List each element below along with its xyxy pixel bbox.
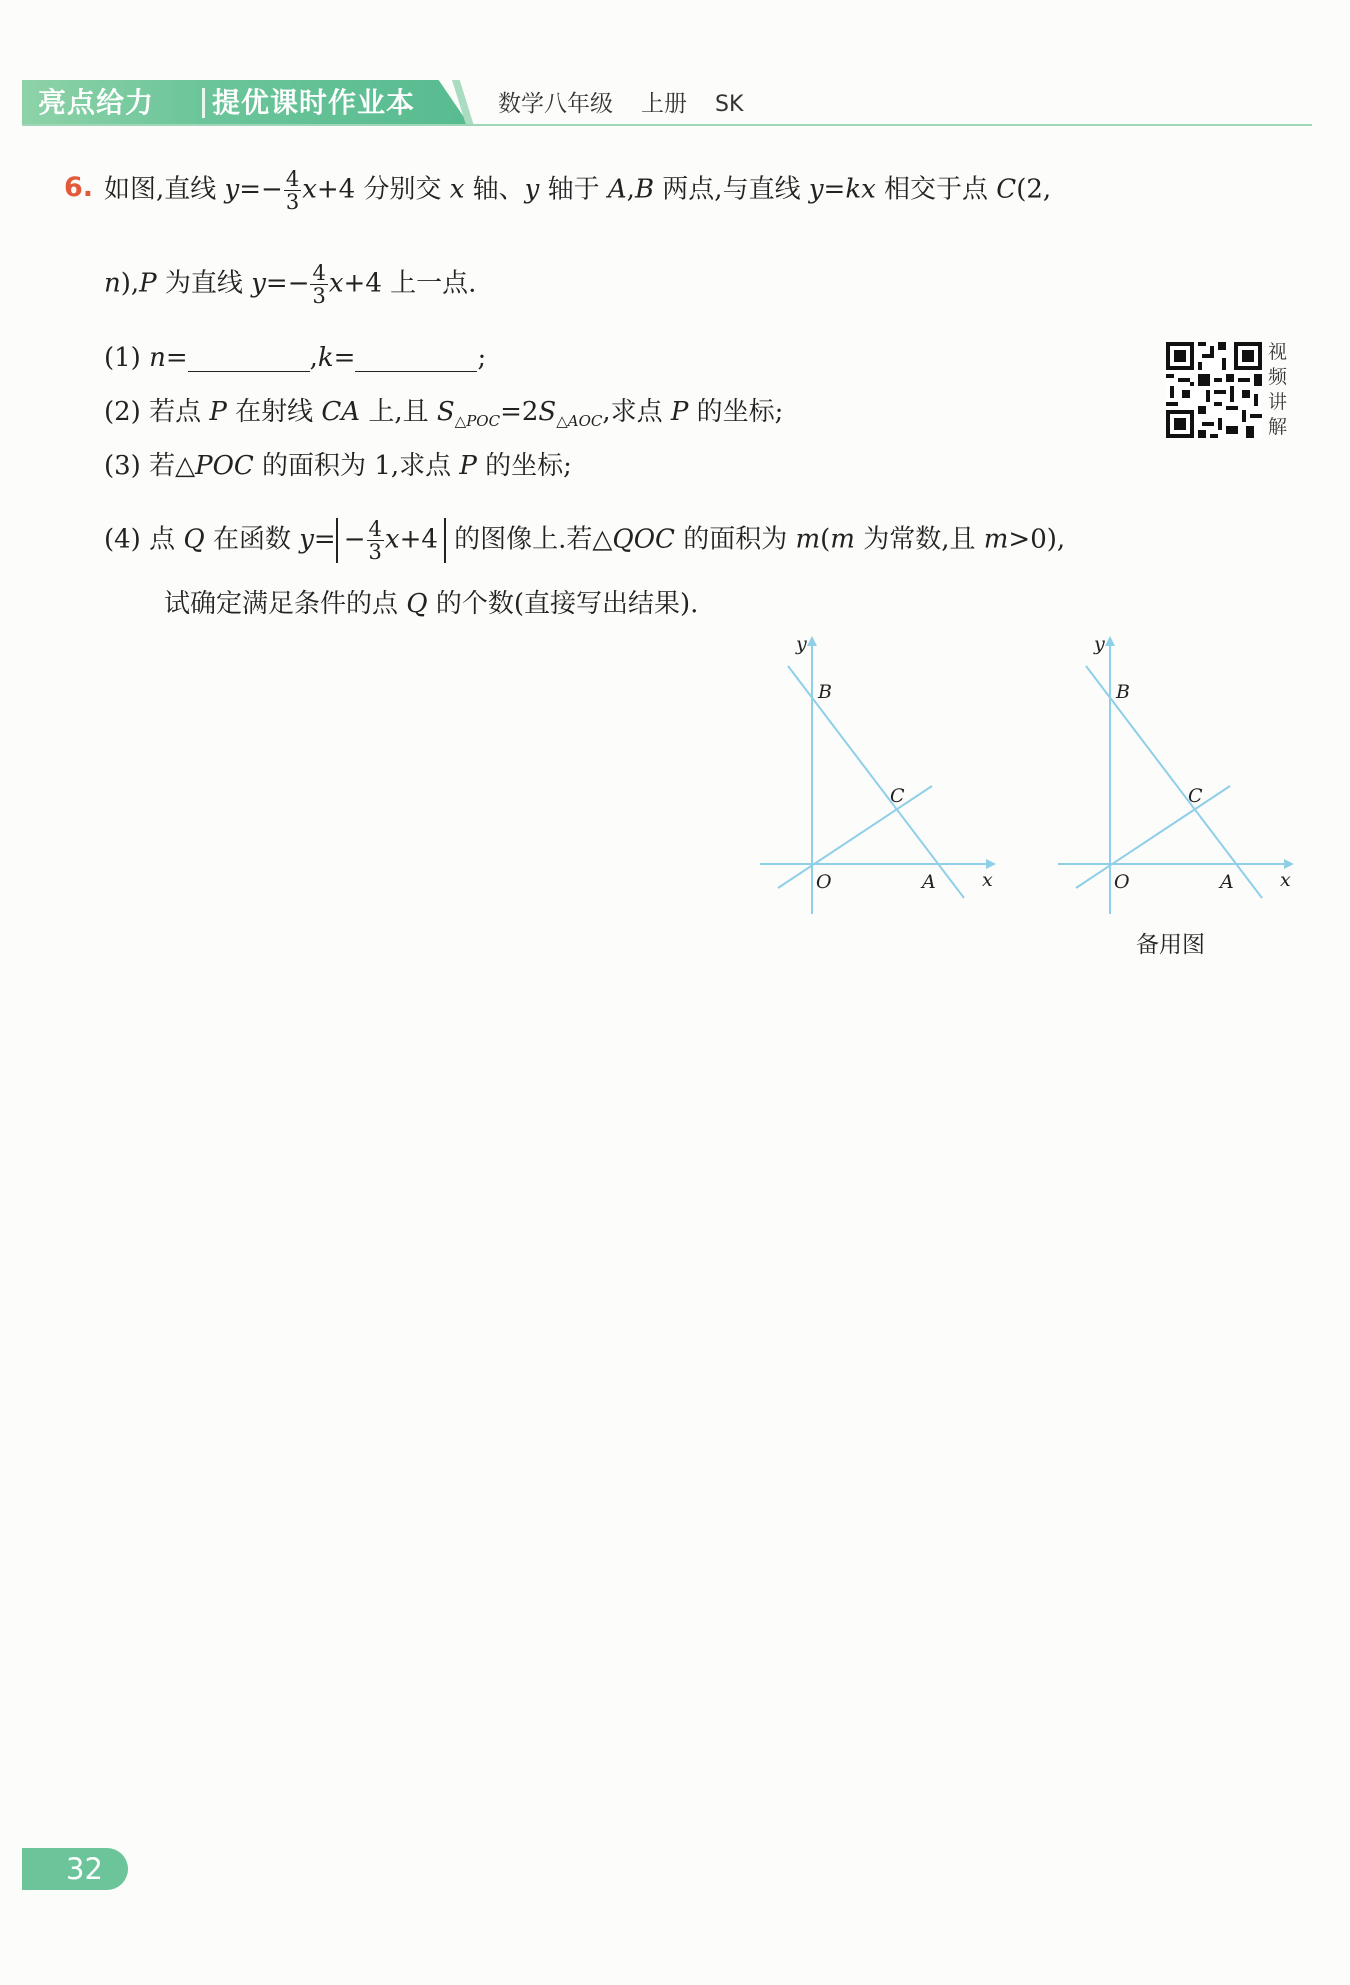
triangle-QOC: QOC xyxy=(612,524,675,555)
var-y: y xyxy=(251,268,266,299)
point-P: P xyxy=(459,451,477,481)
part-label: (4) 点 xyxy=(104,524,184,555)
figure-caption: 备用图 xyxy=(1136,932,1205,958)
series-title: 亮点给力 xyxy=(38,86,155,119)
figure-main xyxy=(756,636,1002,922)
point-P: P xyxy=(670,397,689,427)
var-y: y xyxy=(299,524,314,555)
frac-denominator: 3 xyxy=(312,284,326,308)
qr-code-icon[interactable] xyxy=(1166,342,1262,438)
plus-4: +4 xyxy=(343,268,382,299)
header-rule xyxy=(22,124,1312,126)
label-O: O xyxy=(816,871,832,893)
equals-2: =2 xyxy=(500,397,539,427)
var-x: x xyxy=(328,268,344,299)
coord-open: (2, xyxy=(1016,174,1052,205)
semicolon: ; xyxy=(477,343,487,373)
equals: = xyxy=(333,343,356,373)
stem-text: 在函数 xyxy=(204,524,300,555)
line-oc xyxy=(1076,786,1230,888)
stem-text: 轴、 xyxy=(464,174,525,205)
ray-CA: CA xyxy=(321,397,361,427)
var-x: x xyxy=(302,174,317,205)
var-k: k xyxy=(317,343,334,373)
part-3 xyxy=(104,448,572,484)
point-P: P xyxy=(209,397,227,427)
line-oc xyxy=(778,786,932,888)
point-B: B xyxy=(634,174,655,205)
stem-text: 为直线 xyxy=(156,268,252,299)
frac-denominator: 3 xyxy=(285,190,300,214)
label-y: y xyxy=(796,636,807,655)
fraction-4-3 xyxy=(367,518,384,563)
absolute-value-expression: − $\frac{4}{3}$ x+4 xyxy=(336,518,446,563)
qr-caption-char: 视 xyxy=(1268,341,1288,363)
equals: = xyxy=(165,343,188,373)
banner-divider xyxy=(202,88,205,118)
part-label: (2) 若点 xyxy=(104,397,210,427)
coord-close: ), xyxy=(120,268,140,299)
part-2 xyxy=(104,394,783,439)
var-y: y xyxy=(224,174,240,205)
fraction-4-3 xyxy=(310,262,327,307)
equals-minus: =− xyxy=(239,174,283,205)
equation-y-kx: y=kx xyxy=(808,174,876,205)
point-Q: Q xyxy=(183,524,205,555)
var-m: m xyxy=(983,524,1009,555)
question-number: 6. xyxy=(64,172,94,203)
x-axis-arrow xyxy=(1284,859,1294,869)
stem-text: 上一点. xyxy=(381,268,477,299)
frac-numerator: 4 xyxy=(368,517,382,541)
label-B: B xyxy=(1116,681,1130,703)
comma: , xyxy=(626,174,635,205)
var-m: m xyxy=(830,524,855,555)
part-1 xyxy=(104,340,486,376)
label-C: C xyxy=(890,785,905,807)
label-O: O xyxy=(1114,871,1130,893)
stem-text: 的图像上.若△ xyxy=(445,524,613,555)
stem-text: 为常数,且 xyxy=(854,524,984,555)
qr-caption-char: 频 xyxy=(1268,366,1288,388)
var-n: n xyxy=(149,343,166,373)
stem-text: 两点,与直线 xyxy=(654,174,809,205)
var-y: y xyxy=(524,174,540,205)
question-stem-line-2 xyxy=(104,262,476,307)
page-number: 32 xyxy=(66,1852,103,1886)
label-x: x xyxy=(982,869,993,891)
label-x: x xyxy=(1280,869,1291,891)
part-4 xyxy=(104,518,1065,563)
answer-blank-k[interactable] xyxy=(355,347,477,372)
var-x: x xyxy=(384,524,400,555)
var-n: n xyxy=(104,268,121,299)
label-y: y xyxy=(1094,636,1105,655)
part-label: (1) xyxy=(104,343,150,373)
stem-text: 分别交 xyxy=(355,174,450,205)
frac-numerator: 4 xyxy=(312,261,326,285)
label-A: A xyxy=(922,871,936,893)
label-C: C xyxy=(1188,785,1203,807)
subject-label: 数学八年级 xyxy=(498,91,613,117)
stem-text: 的面积为 1,求点 xyxy=(253,451,460,481)
part-label: (3) 若△ xyxy=(104,451,196,481)
figure-spare xyxy=(1054,636,1300,922)
stem-text: >0), xyxy=(1008,524,1066,555)
book-title: 提优课时作业本 xyxy=(212,86,416,119)
var-x: x xyxy=(449,174,465,205)
frac-denominator: 3 xyxy=(368,540,382,564)
paren-open: ( xyxy=(820,524,831,555)
area-S: S xyxy=(436,397,455,427)
stem-text: 的坐标; xyxy=(688,397,784,427)
y-axis-arrow xyxy=(1105,636,1115,646)
stem-text: ,求点 xyxy=(602,397,671,427)
qr-caption-char: 讲 xyxy=(1268,391,1288,413)
edition-label: SK xyxy=(715,92,744,117)
stem-text: 相交于点 xyxy=(875,174,997,205)
var-m: m xyxy=(795,524,821,555)
equals-minus: =− xyxy=(265,268,310,299)
volume-label: 上册 xyxy=(641,91,687,117)
triangle-POC: POC xyxy=(195,451,254,481)
stem-text: 上,且 xyxy=(360,397,437,427)
stem-text: 的坐标; xyxy=(476,451,572,481)
subscript-POC: △POC xyxy=(454,412,501,431)
book-meta xyxy=(498,86,771,122)
label-B: B xyxy=(818,681,832,703)
point-C: C xyxy=(996,174,1017,205)
stem-text: 的面积为 xyxy=(674,524,796,555)
answer-blank-n[interactable] xyxy=(188,347,310,372)
x-axis-arrow xyxy=(986,859,996,869)
comma: , xyxy=(309,343,318,373)
equals: = xyxy=(313,524,336,555)
stem-text: 试确定满足条件的点 xyxy=(164,589,407,619)
point-P: P xyxy=(139,268,157,299)
area-S: S xyxy=(538,397,557,427)
plus-4: +4 xyxy=(316,174,356,205)
stem-text: 在射线 xyxy=(226,397,322,427)
plus-4: +4 xyxy=(399,524,438,555)
stem-text: 的个数(直接写出结果). xyxy=(427,589,699,619)
fraction-4-3 xyxy=(284,168,301,213)
question-stem-line-1 xyxy=(104,168,1051,213)
label-A: A xyxy=(1220,871,1234,893)
frac-numerator: 4 xyxy=(285,167,300,191)
qr-caption-char: 解 xyxy=(1268,416,1288,438)
stem-text: 轴于 xyxy=(539,174,608,205)
stem-text: 如图,直线 xyxy=(104,174,225,205)
y-axis-arrow xyxy=(807,636,817,646)
qr-caption xyxy=(1268,340,1292,440)
part-4-line-2 xyxy=(164,586,698,622)
point-Q: Q xyxy=(406,589,428,619)
subscript-AOC: △AOC xyxy=(556,412,603,431)
point-A: A xyxy=(607,174,627,205)
